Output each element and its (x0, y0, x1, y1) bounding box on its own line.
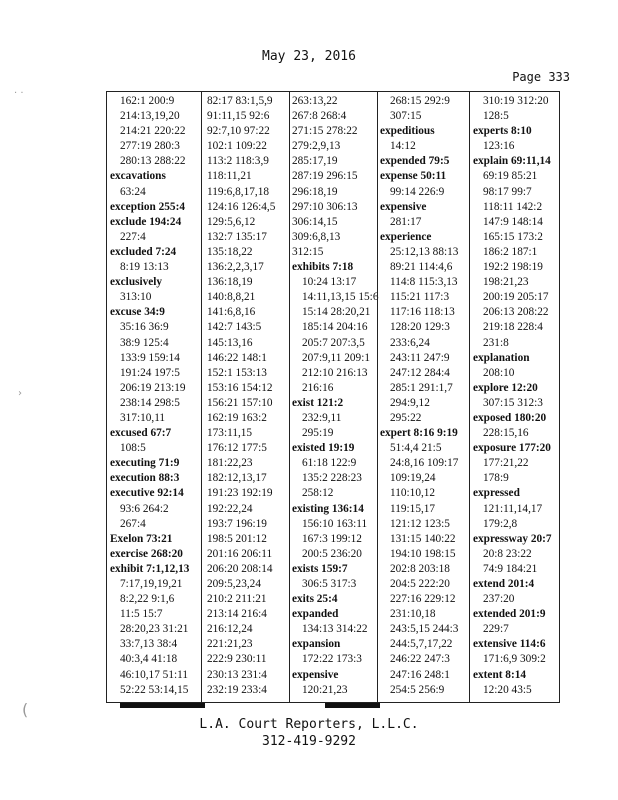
index-term: excluded 7:24 (110, 245, 177, 258)
page-line-refs: 119:15,17 (390, 502, 436, 515)
page-line-refs: 281:17 (390, 215, 422, 228)
index-term: exists 159:7 (292, 562, 348, 575)
page-line-refs: 271:15 278:22 (292, 125, 358, 138)
index-term: exclusively (110, 276, 163, 289)
page-line-refs (207, 698, 296, 700)
page-line-refs: 133:9 159:14 (120, 351, 180, 364)
page-line-refs: 212:10 216:13 (302, 366, 368, 379)
page-line-refs: 193:7 196:19 (207, 517, 267, 530)
column-divider (377, 92, 378, 702)
index-term: expense 50:11 (380, 170, 447, 183)
index-term: expended 79:5 (380, 155, 450, 168)
page-line-refs: 263:13,22 (292, 95, 338, 107)
page-line-refs: 194:10 198:15 (390, 547, 456, 560)
index-term: expensive (380, 200, 427, 213)
page-line-refs: 136:18,19 (207, 276, 253, 289)
index-term: exits 25:4 (292, 593, 338, 606)
page-line-refs: 24:8,16 109:17 (390, 457, 459, 470)
page-line-refs: 201:16 206:11 (207, 547, 273, 560)
page-line-refs: 172:22 173:3 (302, 653, 362, 666)
page-line-refs: 246:22 247:3 (390, 653, 450, 666)
page-line-refs: 117:16 118:13 (390, 306, 455, 319)
page-line-refs: 12:20 43:5 (483, 683, 532, 696)
page-line-refs: 153:16 154:12 (207, 381, 273, 394)
page-line-refs: 185:14 204:16 (302, 321, 368, 334)
page-line-refs: 33:7,13 38:4 (120, 638, 178, 651)
page-line-refs: 205:7 207:3,5 (302, 336, 365, 349)
index-term: explanation (473, 351, 530, 364)
page-line-refs: 191:24 197:5 (120, 366, 180, 379)
reporter-phone: 312-419-9292 (262, 734, 356, 749)
deposition-date: May 23, 2016 (262, 49, 356, 64)
index-term: expressway 20:7 (473, 532, 552, 545)
reporter-name: L.A. Court Reporters, L.L.C. (199, 717, 419, 732)
page-line-refs: 93:6 264:2 (120, 502, 169, 515)
page-line-refs: 267:8 268:4 (292, 110, 347, 123)
index-term: expensive (292, 668, 339, 681)
page-line-refs: 99:14 226:9 (390, 185, 445, 198)
index-term: experts 8:10 (473, 125, 532, 138)
page-line-refs: 295:19 (302, 427, 334, 440)
page-line-refs: 232:19 233:4 (207, 683, 267, 696)
page-line-refs: 52:22 53:14,15 (120, 683, 189, 696)
page-line-refs (380, 698, 469, 700)
page-line-refs: 221:21,23 (207, 638, 253, 651)
page-line-refs: 162:19 163:2 (207, 411, 267, 424)
page-line-refs: 179:2,8 (483, 517, 518, 530)
page-line-refs: 51:4,4 21:5 (390, 442, 442, 455)
page-line-refs: 176:12 177:5 (207, 442, 267, 455)
page-line-refs: 296:18,19 (292, 185, 338, 198)
page-line-refs: 141:6,8,16 (207, 306, 256, 319)
index-term: exhibits 7:18 (292, 261, 354, 274)
index-term: exhibit 7:1,12,13 (110, 562, 190, 575)
page-line-refs: 294:9,12 (390, 396, 430, 409)
page-line-refs: 247:12 284:4 (390, 366, 450, 379)
page-line-refs: 258:12 (302, 487, 334, 500)
page-line-refs: 306:14,15 (292, 215, 338, 228)
page-line-refs: 186:2 187:1 (483, 245, 538, 258)
page-line-refs: 295:22 (390, 411, 422, 424)
word-index-table (106, 91, 560, 703)
page-line-refs: 267:4 (120, 517, 146, 530)
page-line-refs: 171:6,9 309:2 (483, 653, 546, 666)
index-term: existing 136:14 (292, 502, 364, 515)
index-term: exercise 268:20 (110, 547, 183, 560)
page-line-refs: 121:11,14,17 (483, 502, 543, 515)
page-line-refs: 40:3,4 41:18 (120, 653, 178, 666)
index-column-1 (110, 94, 199, 700)
page-line-refs: 136:2,2,3,17 (207, 261, 264, 274)
index-term: exclude 194:24 (110, 215, 182, 228)
page-line-refs: 216:16 (302, 381, 334, 394)
index-term: excused 67:7 (110, 427, 172, 440)
index-term: excavations (110, 170, 166, 183)
page-line-refs: 128:5 (483, 110, 509, 123)
page-line-refs: 191:23 192:19 (207, 487, 273, 500)
page-line-refs: 285:17,19 (292, 155, 338, 168)
page-line-refs: 92:7,10 97:22 (207, 125, 270, 138)
page-line-refs: 214:13,19,20 (120, 110, 180, 123)
page-line-refs: 28:20,23 31:21 (120, 623, 189, 636)
index-term: expert 8:16 9:19 (380, 427, 458, 440)
page-line-refs: 69:19 85:21 (483, 170, 538, 183)
index-term: exposed 180:20 (473, 411, 547, 424)
page-line-refs: 14:11,13,15 15:6 (302, 291, 379, 304)
page-line-refs: 213:14 216:4 (207, 608, 267, 621)
index-column-4 (380, 94, 469, 700)
index-term: extensive 114:6 (473, 638, 546, 651)
page-line-refs: 285:1 291:1,7 (390, 381, 453, 394)
page-line-refs: 82:17 83:1,5,9 (207, 95, 273, 107)
page-line-refs: 46:10,17 51:11 (120, 668, 188, 681)
page-line-refs: 38:9 125:4 (120, 336, 169, 349)
index-term: existed 19:19 (292, 442, 355, 455)
page-line-refs: 209:5,23,24 (207, 578, 261, 590)
page-line-refs: 228:15,16 (483, 427, 529, 440)
page-line-refs: 156:21 157:10 (207, 396, 273, 409)
page-line-refs: 192:2 198:19 (483, 261, 543, 274)
page-line-refs: 181:22,23 (207, 457, 253, 470)
page-line-refs: 231:10,18 (390, 608, 436, 621)
column-divider (469, 92, 470, 702)
page-line-refs: 11:5 15:7 (120, 608, 163, 621)
page-line-refs: 15:14 28:20,21 (302, 306, 371, 319)
page-line-refs: 98:17 99:7 (483, 185, 532, 198)
page-line-refs: 135:2 228:23 (302, 472, 362, 485)
page-line-refs: 14:12 (390, 140, 416, 153)
page-line-refs: 307:15 312:3 (483, 396, 543, 409)
index-term: execution 88:3 (110, 472, 180, 485)
page-line-refs: 207:9,11 209:1 (302, 351, 370, 364)
index-term: extended 201:9 (473, 608, 546, 621)
scan-bar (120, 703, 205, 708)
page-line-refs: 8:19 13:13 (120, 261, 169, 274)
page-line-refs: 152:1 153:13 (207, 366, 267, 379)
page-line-refs: 243:11 247:9 (390, 351, 450, 364)
index-term: explore 12:20 (473, 381, 538, 394)
column-divider (201, 92, 202, 702)
page-line-refs: 135:18,22 (207, 245, 253, 258)
page-line-refs: 156:10 163:11 (302, 517, 368, 530)
scan-speck: ( (22, 700, 29, 719)
page-line-refs: 63:24 (120, 185, 146, 198)
page-line-refs: 206:13 208:22 (483, 306, 549, 319)
page-line-refs: 119:6,8,17,18 (207, 185, 270, 198)
page-line-refs: 145:13,16 (207, 336, 253, 349)
page-line-refs: 219:18 228:4 (483, 321, 543, 334)
page-line-refs (473, 698, 562, 700)
index-column-5 (473, 94, 562, 700)
page-line-refs: 134:13 314:22 (302, 623, 368, 636)
page-line-refs: 222:9 230:11 (207, 653, 267, 666)
page-line-refs: 202:8 203:18 (390, 562, 450, 575)
page-line-refs: 123:16 (483, 140, 515, 153)
page-line-refs: 231:8 (483, 336, 509, 349)
page-line-refs (292, 698, 381, 700)
index-term: experience (380, 230, 432, 243)
index-term: executing 71:9 (110, 457, 180, 470)
page-line-refs: 206:20 208:14 (207, 562, 273, 575)
page-line-refs: 142:7 143:5 (207, 321, 262, 334)
page-line-refs: 230:13 231:4 (207, 668, 267, 681)
page-line-refs: 162:1 200:9 (120, 95, 175, 107)
page-line-refs: 167:3 199:12 (302, 532, 362, 545)
page-line-refs: 268:15 292:9 (390, 95, 450, 107)
page-line-refs: 7:17,19,19,21 (120, 578, 183, 590)
page-line-refs: 146:22 148:1 (207, 351, 267, 364)
page-line-refs: 238:14 298:5 (120, 396, 180, 409)
page-line-refs: 147:9 148:14 (483, 215, 543, 228)
page-line-refs: 115:21 117:3 (390, 291, 450, 304)
page-line-refs: 208:10 (483, 366, 515, 379)
page-line-refs: 110:10,12 (390, 487, 436, 500)
page-line-refs: 118:11 142:2 (483, 200, 543, 213)
page-line-refs: 91:11,15 92:6 (207, 110, 270, 123)
page-line-refs: 307:15 (390, 110, 422, 123)
page-line-refs: 129:5,6,12 (207, 215, 256, 228)
page-line-refs: 118:11,21 (207, 170, 252, 183)
index-term: expansion (292, 638, 341, 651)
page-line-refs: 310:19 312:20 (483, 95, 549, 107)
page-line-refs: 20:8 23:22 (483, 547, 532, 560)
page-line-refs: 317:10,11 (120, 411, 166, 424)
index-term: exist 121:2 (292, 396, 344, 409)
page-line-refs: 210:2 211:21 (207, 593, 267, 606)
page-line-refs: 177:21,22 (483, 457, 529, 470)
page-line-refs: 109:19,24 (390, 472, 436, 485)
page-line-refs: 173:11,15 (207, 427, 253, 440)
page-line-refs: 121:12 123:5 (390, 517, 450, 530)
page-line-refs: 74:9 184:21 (483, 562, 538, 575)
page-line-refs: 182:12,13,17 (207, 472, 267, 485)
page-line-refs: 254:5 256:9 (390, 683, 445, 696)
page-line-refs: 227:16 229:12 (390, 593, 456, 606)
index-column-3 (292, 94, 381, 700)
page-line-refs: 200:19 205:17 (483, 291, 549, 304)
page-line-refs: 113:2 118:3,9 (207, 155, 269, 168)
page-line-refs: 233:6,24 (390, 336, 430, 349)
index-term: Exelon 73:21 (110, 532, 173, 545)
page-line-refs: 229:7 (483, 623, 509, 636)
page-line-refs: 128:20 129:3 (390, 321, 450, 334)
page-line-refs: 198:21,23 (483, 276, 529, 289)
page-line-refs: 244:5,7,17,22 (390, 638, 453, 651)
index-term: excuse 34:9 (110, 306, 165, 319)
page-line-refs: 279:2,9,13 (292, 140, 341, 153)
page-line-refs: 35:16 36:9 (120, 321, 169, 334)
page-line-refs: 247:16 248:1 (390, 668, 450, 681)
page-line-refs: 200:5 236:20 (302, 547, 362, 560)
page-line-refs: 227:4 (120, 230, 146, 243)
page-line-refs: 120:21,23 (302, 683, 348, 696)
page-number: Page 333 (512, 70, 570, 84)
column-divider (289, 92, 290, 702)
page-line-refs: 287:19 296:15 (292, 170, 358, 183)
page-line-refs: 243:5,15 244:3 (390, 623, 459, 636)
scan-speck: › (18, 388, 22, 399)
page-line-refs: 178:9 (483, 472, 509, 485)
page-line-refs: 306:5 317:3 (302, 578, 357, 590)
page-line-refs: 108:5 (120, 442, 146, 455)
page-line-refs: 204:5 222:20 (390, 578, 450, 590)
index-term: extend 201:4 (473, 578, 535, 590)
page-line-refs: 237:20 (483, 593, 515, 606)
page-line-refs: 89:21 114:4,6 (390, 261, 453, 274)
index-term: extent 8:14 (473, 668, 527, 681)
page-line-refs: 131:15 140:22 (390, 532, 456, 545)
index-term: expeditious (380, 125, 435, 138)
index-column-2 (207, 94, 296, 700)
scan-bar (325, 703, 380, 708)
scan-speck: · · (14, 88, 24, 99)
page-line-refs: 216:12,24 (207, 623, 253, 636)
page-line-refs: 140:8,8,21 (207, 291, 256, 304)
page-line-refs: 25:12,13 88:13 (390, 245, 459, 258)
page-line-refs: 297:10 306:13 (292, 200, 358, 213)
index-term: exception 255:4 (110, 200, 185, 213)
page-line-refs: 10:24 13:17 (302, 276, 357, 289)
page-line-refs: 102:1 109:22 (207, 140, 267, 153)
page-line-refs: 277:19 280:3 (120, 140, 180, 153)
page-line-refs: 309:6,8,13 (292, 230, 341, 243)
page-line-refs (110, 698, 199, 700)
index-term: exposure 177:20 (473, 442, 551, 455)
page-line-refs: 124:16 126:4,5 (207, 200, 276, 213)
page-line-refs: 198:5 201:12 (207, 532, 267, 545)
index-term: expanded (292, 608, 339, 621)
page-line-refs: 313:10 (120, 291, 152, 304)
page-line-refs: 232:9,11 (302, 411, 342, 424)
index-term: executive 92:14 (110, 487, 184, 500)
index-term: explain 69:11,14 (473, 155, 551, 168)
page-line-refs: 61:18 122:9 (302, 457, 357, 470)
page-line-refs: 214:21 220:22 (120, 125, 186, 138)
page-line-refs: 114:8 115:3,13 (390, 276, 458, 289)
page-line-refs: 8:2,22 9:1,6 (120, 593, 175, 606)
page-line-refs: 280:13 288:22 (120, 155, 186, 168)
index-term: expressed (473, 487, 520, 500)
page-line-refs: 312:15 (292, 245, 324, 258)
page-line-refs: 206:19 213:19 (120, 381, 186, 394)
page-line-refs: 132:7 135:17 (207, 230, 267, 243)
page-line-refs: 192:22,24 (207, 502, 253, 515)
page-line-refs: 165:15 173:2 (483, 230, 543, 243)
